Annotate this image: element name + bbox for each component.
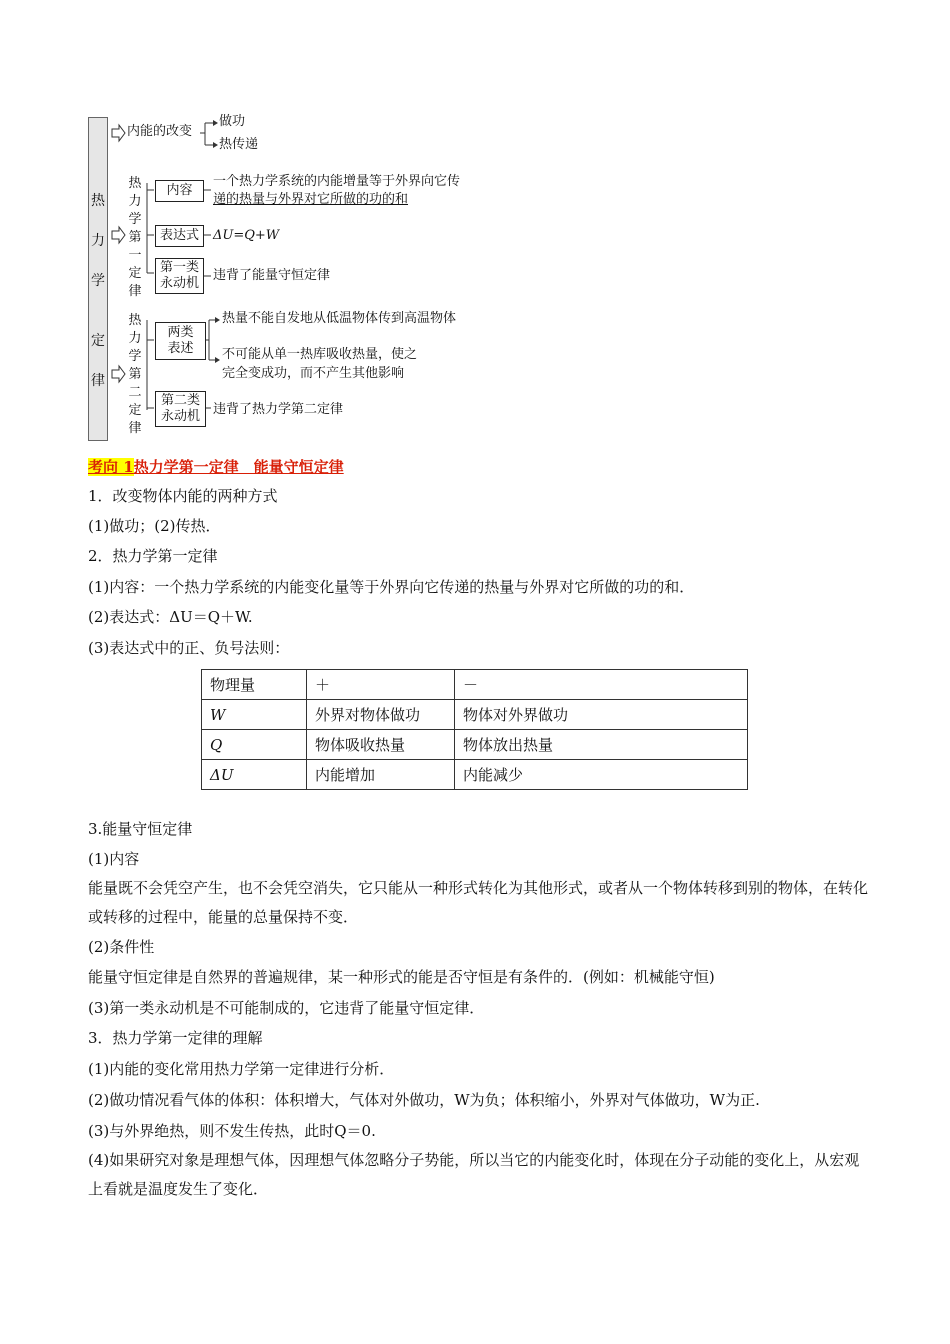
main-char: 定 [91, 333, 105, 349]
table-cell: 内能减少 [455, 760, 748, 790]
second-law-statement-2-line2: 完全变成功，而不产生其他影响 [222, 366, 405, 381]
table-row [202, 730, 748, 760]
hollow-arrow-icon [112, 366, 125, 382]
second-law-statement-2-line1: 不可能从单一热库吸收热量，使之 [222, 347, 418, 362]
table-row [202, 700, 748, 730]
section-heading [88, 456, 344, 477]
way-heat-transfer: 热传递 [219, 137, 259, 152]
content-box: 内容 [155, 180, 204, 202]
hollow-arrow-icon [112, 227, 125, 243]
table-cell: 物体放出热量 [455, 730, 748, 760]
table-cell: Q [202, 730, 307, 760]
body-line: (2)表达式：ΔU＝Q＋W. [88, 608, 253, 626]
arrowhead-icon [213, 120, 218, 126]
perpetual-motion-1-text: 违背了能量守恒定律 [213, 268, 331, 283]
second-law-statement-1: 热量不能自发地从低温物体传到高温物体 [222, 311, 457, 326]
table-header-cell: 物理量 [202, 670, 307, 700]
body-line: (2)条件性 [88, 938, 155, 956]
hollow-arrow-icon [112, 125, 125, 141]
arrowhead-icon [215, 317, 220, 323]
body-line: (2)做功情况看气体的体积：体积增大，气体对外做功，W为负；体积缩小，外界对气体做功，W为正. [88, 1091, 760, 1109]
table-header-row [202, 670, 748, 700]
main-char: 热 [91, 193, 105, 209]
way-work: 做功 [219, 114, 246, 129]
table-cell: ΔU [202, 760, 307, 790]
body-line: (3)与外界绝热，则不发生传热，此时Q＝0. [88, 1122, 376, 1140]
table-row [202, 760, 748, 790]
first-law-content-line2: 递的热量与外界对它所做的功的和 [213, 192, 409, 207]
expression-box: 表达式 [155, 225, 204, 247]
first-law-expression: ΔU=Q+W [213, 228, 280, 243]
main-char: 律 [91, 373, 105, 389]
first-law-content-line1: 一个热力学系统的内能增量等于外界向它传 [213, 174, 461, 189]
table-cell: 物体对外界做功 [455, 700, 748, 730]
perpetual-motion-2-box: 第二类 永动机 [155, 391, 206, 427]
table-cell: W [202, 700, 307, 730]
first-law-vertical-label: 热 力 学 第 一 定 律 [128, 176, 142, 299]
body-paragraph: (4)如果研究对象是理想气体，因理想气体忽略分子势能，所以当它的内能变化时，体现在分子动能的变化上，从宏观上看就是温度发生了变化． [88, 1151, 860, 1198]
table-header-cell: ＋ [307, 670, 455, 700]
body-line: 3.能量守恒定律 [88, 820, 193, 838]
main-char: 学 [91, 273, 105, 289]
table-cell: 内能增加 [307, 760, 455, 790]
second-law-vertical-label: 热 力 学 第 二 定 律 [128, 313, 142, 436]
body-line: 1．改变物体内能的两种方式 [88, 487, 278, 505]
main-char: 力 [91, 233, 105, 249]
body-line: (3)第一类永动机是不可能制成的，它违背了能量守恒定律． [88, 999, 485, 1017]
internal-energy-change-label: 内能的改变 [127, 122, 199, 142]
perpetual-motion-1-box: 第一类 永动机 [155, 258, 204, 294]
arrowhead-icon [215, 357, 220, 363]
body-line: 3．热力学第一定律的理解 [88, 1029, 263, 1047]
body-line: (1)内容：一个热力学系统的内能变化量等于外界向它传递的热量与外界对它所做的功的和． [88, 578, 695, 596]
heading-title: 热力学第一定律 能量守恒定律 [133, 458, 344, 476]
body-line: 2．热力学第一定律 [88, 547, 218, 565]
table-header-cell: － [455, 670, 748, 700]
perpetual-motion-2-text: 违背了热力学第二定律 [213, 402, 344, 417]
two-statements-box: 两类 表述 [155, 322, 206, 360]
body-paragraph: 能量既不会凭空产生，也不会凭空消失，它只能从一种形式转化为其他形式，或者从一个物体转移到别的物体，在转化或转移的过程中，能量的总量保持不变． [88, 879, 869, 926]
body-line: (1)内能的变化常用热力学第一定律进行分析． [88, 1060, 395, 1078]
body-line: (1)做功；(2)传热． [88, 517, 221, 535]
body-line: 能量守恒定律是自然界的普遍规律，某一种形式的能是否守恒是有条件的．(例如：机械能守恒) [88, 968, 715, 986]
table-cell: 外界对物体做功 [307, 700, 455, 730]
heading-tag: 考向 1 [88, 458, 134, 476]
arrowhead-icon [213, 142, 218, 148]
body-line: (3)表达式中的正、负号法则： [88, 639, 290, 657]
table-cell: 物体吸收热量 [307, 730, 455, 760]
sign-rule-table [201, 669, 748, 790]
body-line: (1)内容 [88, 850, 140, 868]
